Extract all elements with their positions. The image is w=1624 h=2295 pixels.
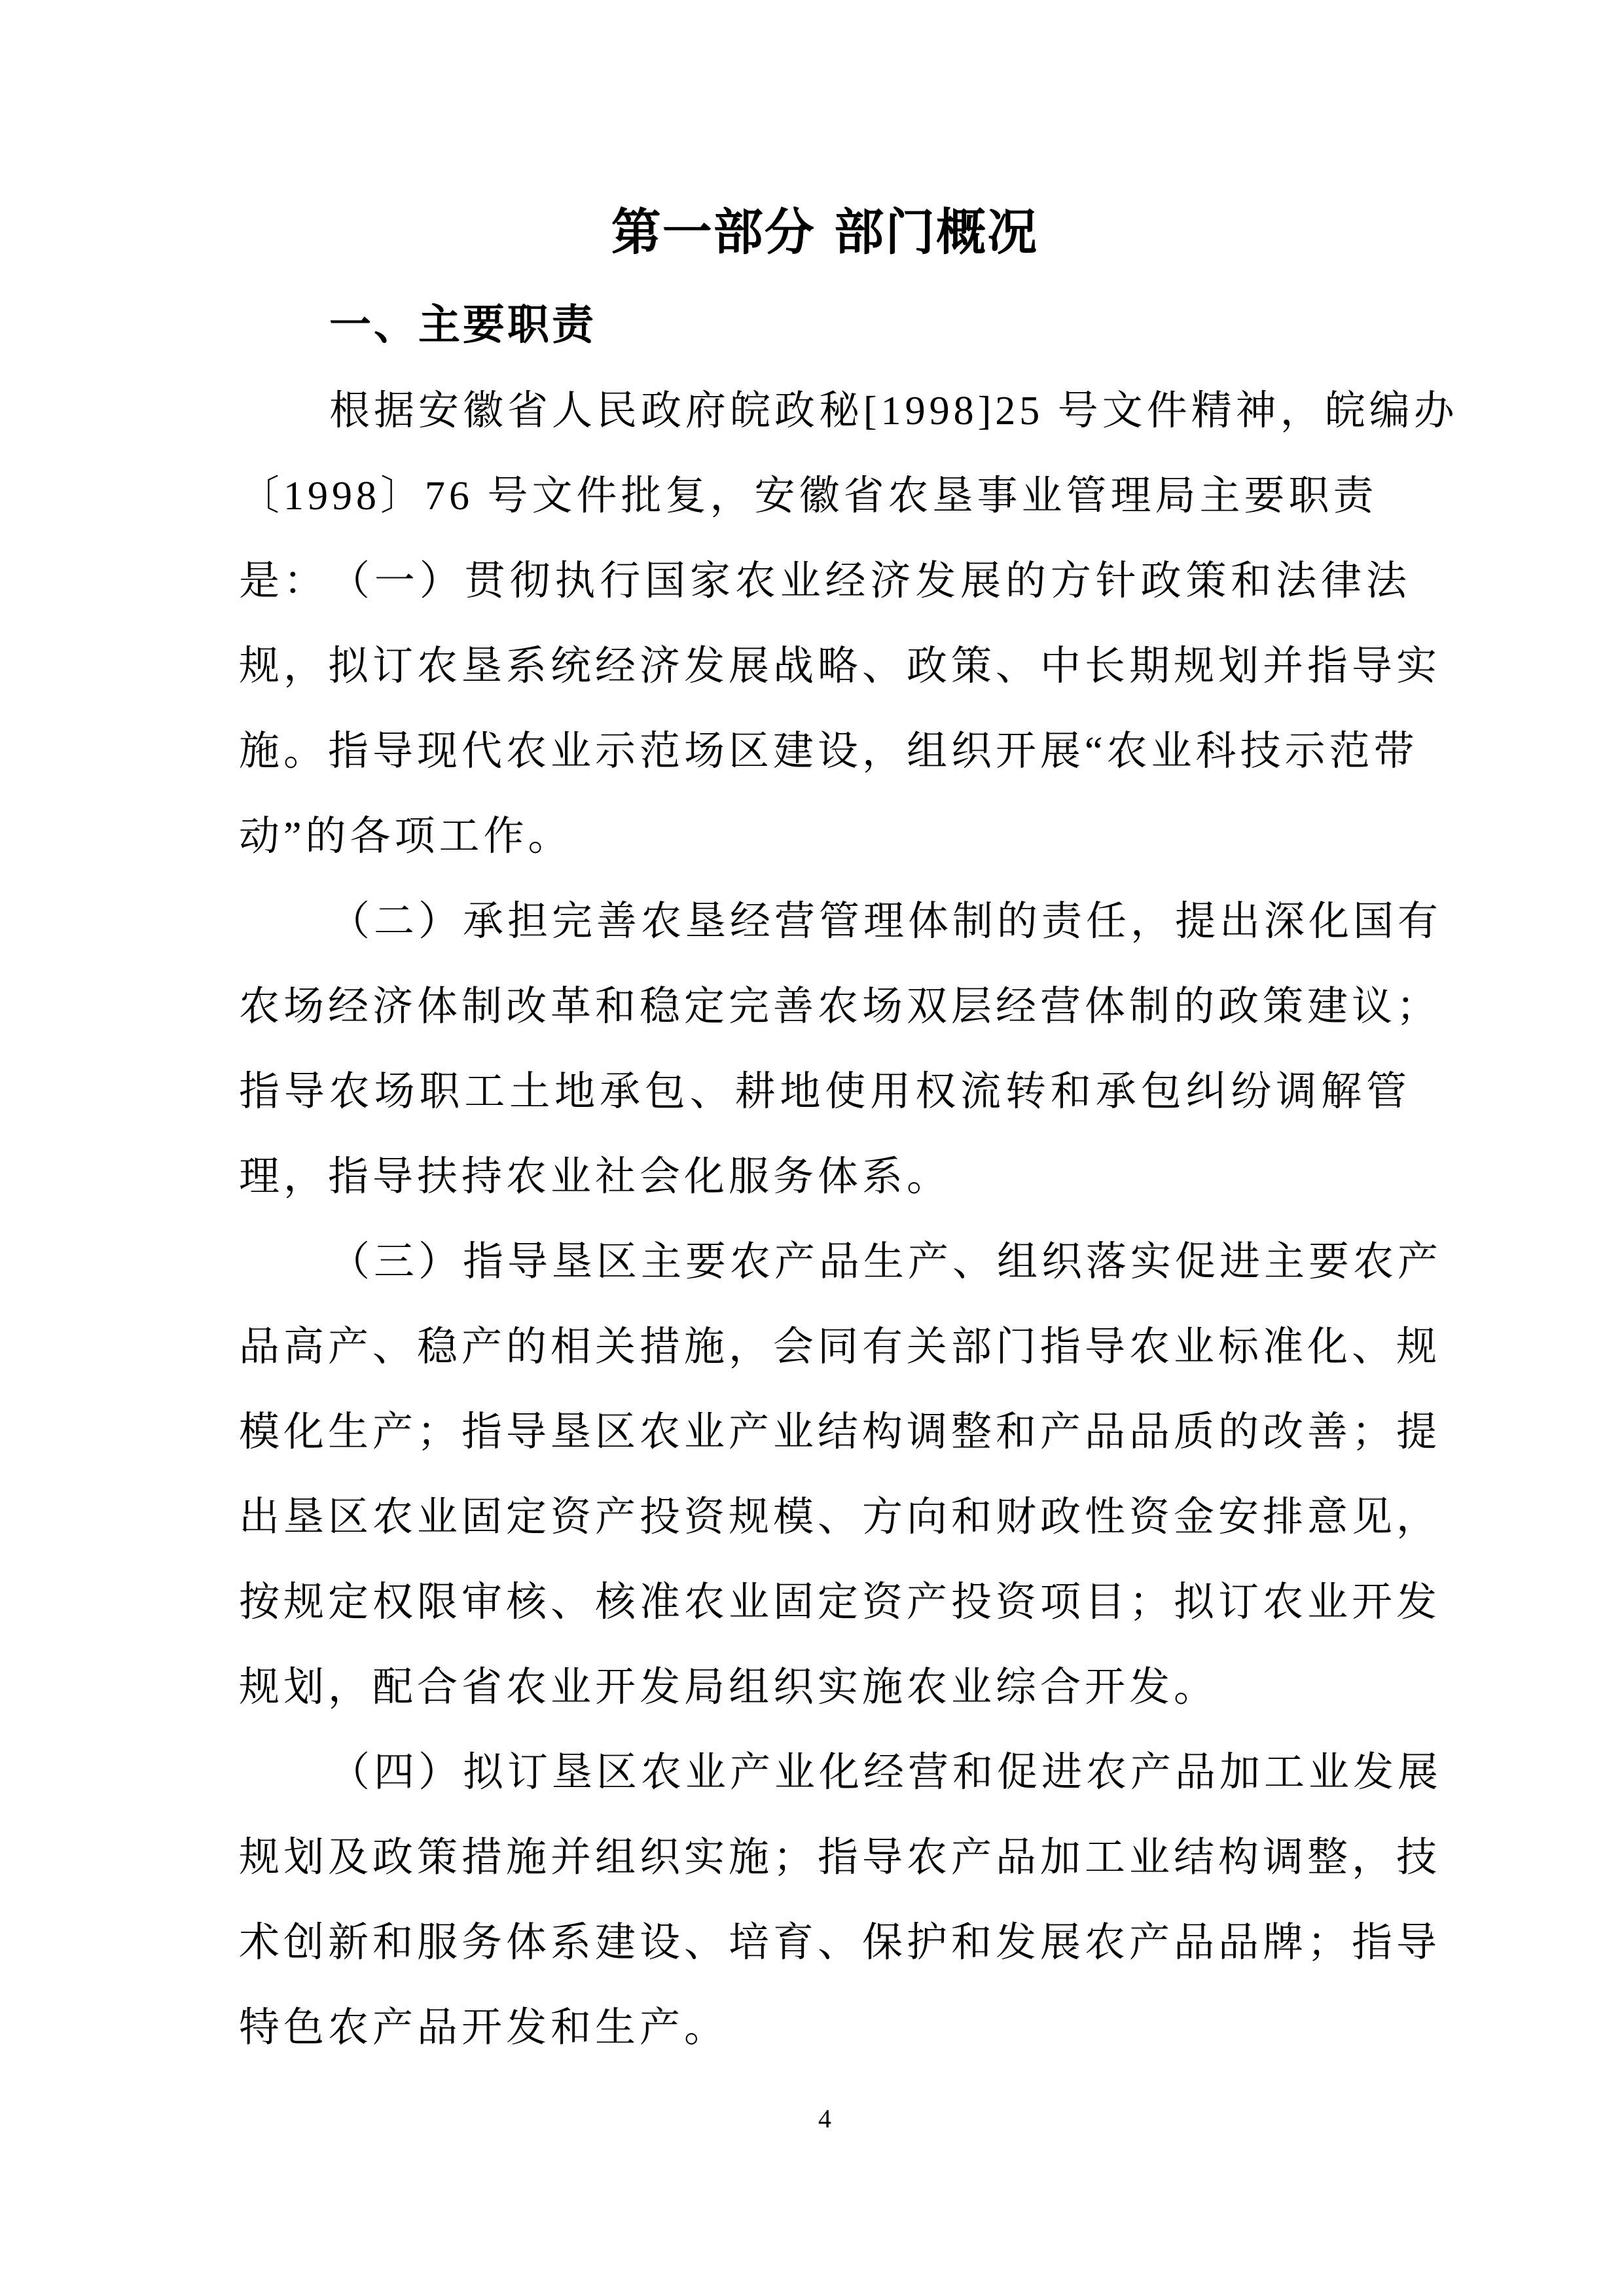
page-number: 4 xyxy=(818,2104,831,2133)
body-line: 动”的各项工作。 xyxy=(239,814,573,859)
body-line: 术创新和服务体系建设、培育、保护和发展农产品品牌；指导 xyxy=(239,1921,1441,1965)
section-heading: 一、主要职责 xyxy=(329,301,596,350)
page-title: 第一部分 部门概况 xyxy=(611,203,1039,261)
body-text xyxy=(239,369,1458,2070)
body-line: 按规定权限审核、核准农业固定资产投资项目；拟订农业开发 xyxy=(239,1580,1441,1625)
body-line: （二）承担完善农垦经营管理体制的责任，提出深化国有 xyxy=(329,899,1443,944)
body-line: （四）拟订垦区农业产业化经营和促进农产品加工业发展 xyxy=(329,1750,1443,1795)
body-line: 模化生产；指导垦区农业产业结构调整和产品品质的改善；提 xyxy=(239,1410,1441,1455)
body-line: 根据安徽省人民政府皖政秘[1998]25 号文件精神，皖编办 xyxy=(329,389,1458,433)
body-line: 理，指导扶持农业社会化服务体系。 xyxy=(239,1155,952,1199)
body-line: 农场经济体制改革和稳定完善农场双层经营体制的政策建议； xyxy=(239,985,1441,1029)
body-line: 出垦区农业固定资产投资规模、方向和财政性资金安排意见， xyxy=(239,1495,1441,1540)
body-line: 特色农产品开发和生产。 xyxy=(239,2006,729,2050)
body-line: （三）指导垦区主要农产品生产、组织落实促进主要农产 xyxy=(329,1240,1443,1284)
body-line: （一）贯彻执行国家农业经济发展的方针政策和法律法 xyxy=(329,559,1411,604)
body-line: 规，拟订农垦系统经济发展战略、政策、中长期规划并指导实 xyxy=(239,644,1441,689)
body-line: 指导农场职工土地承包、耕地使用权流转和承包纠纷调解管 xyxy=(239,1070,1411,1114)
body-line: 规划，配合省农业开发局组织实施农业综合开发。 xyxy=(239,1665,1219,1710)
body-line: 施。指导现代农业示范场区建设，组织开展“农业科技示范带 xyxy=(239,729,1418,774)
body-line: 规划及政策措施并组织实施；指导农产品加工业结构调整，技 xyxy=(239,1835,1441,1880)
body-line: 品高产、稳产的相关措施，会同有关部门指导农业标准化、规 xyxy=(239,1325,1441,1369)
body-line: 〔1998〕76 号文件批复，安徽省农垦事业管理局主要职责是： xyxy=(239,474,1378,604)
